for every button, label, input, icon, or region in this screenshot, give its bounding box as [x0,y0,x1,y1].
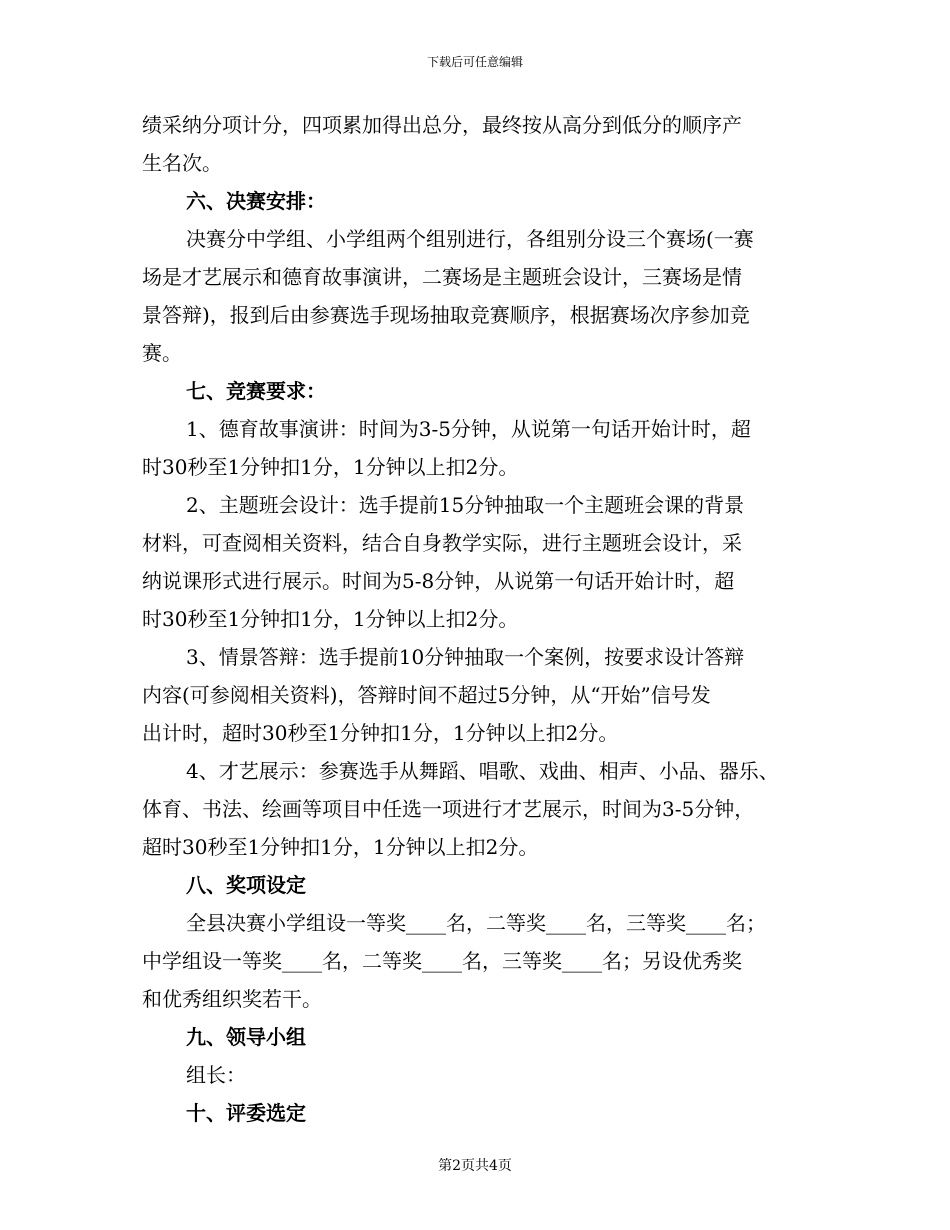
section-heading: 十、评委选定 [186,1101,306,1125]
body-line: 出计时，超时30秒至1分钟扣1分，1分钟以上扣2分。 [142,721,619,745]
section-heading: 九、领导小组 [186,1025,306,1049]
page-footer: 第2页共4页 [438,1158,512,1174]
section-heading: 六、决赛安排： [186,189,326,213]
body-line: 2、主题班会设计：选手提前15分钟抽取一个主题班会课的背景 [186,493,745,517]
body-line: 4、才艺展示：参赛选手从舞蹈、唱歌、戏曲、相声、小品、器乐、 [186,759,779,783]
body-line: 材料，可查阅相关资料，结合自身教学实际，进行主题班会设计，采 [142,531,742,555]
body-line: 1、德育故事演讲：时间为3-5分钟，从说第一句话开始计时，超 [186,417,751,441]
body-line: 和优秀组织奖若干。 [142,987,322,1011]
body-line: 绩采纳分项计分，四项累加得出总分，最终按从高分到低分的顺序产 [142,113,742,137]
body-line: 组长： [186,1063,246,1087]
body-line: 3、情景答辩：选手提前10分钟抽取一个案例，按要求设计答辩 [186,645,745,669]
body-line: 场是才艺展示和德育故事演讲，二赛场是主题班会设计，三赛场是情 [142,265,742,289]
page-header: 下载后可任意编辑 [426,55,523,69]
section-heading: 八、奖项设定 [186,873,306,897]
body-line: 景答辩)，报到后由参赛选手现场抽取竞赛顺序，根据赛场次序参加竞 [142,303,750,327]
body-line: 内容(可参阅相关资料)，答辩时间不超过5分钟，从“开始”信号发 [142,683,711,707]
body-line: 体育、书法、绘画等项目中任选一项进行才艺展示，时间为3-5分钟， [142,797,755,821]
body-line: 赛。 [142,341,182,365]
body-line: 时30秒至1分钟扣1分，1分钟以上扣2分。 [142,455,519,479]
body-line: 纳说课形式进行展示。时间为5-8分钟，从说第一句话开始计时，超 [142,569,735,593]
body-line: 超时30秒至1分钟扣1分，1分钟以上扣2分。 [142,835,539,859]
body-line: 生名次。 [142,151,222,175]
body-line: 全县决赛小学组设一等奖____名，二等奖____名，三等奖____名； [186,911,766,935]
document-body [142,106,822,1132]
section-heading: 七、竞赛要求： [186,379,326,403]
body-line: 时30秒至1分钟扣1分，1分钟以上扣2分。 [142,607,519,631]
body-line: 中学组设一等奖____名，二等奖____名，三等奖____名；另设优秀奖 [142,949,742,973]
body-line: 决赛分中学组、小学组两个组别进行，各组别分设三个赛场(一赛 [186,227,754,251]
